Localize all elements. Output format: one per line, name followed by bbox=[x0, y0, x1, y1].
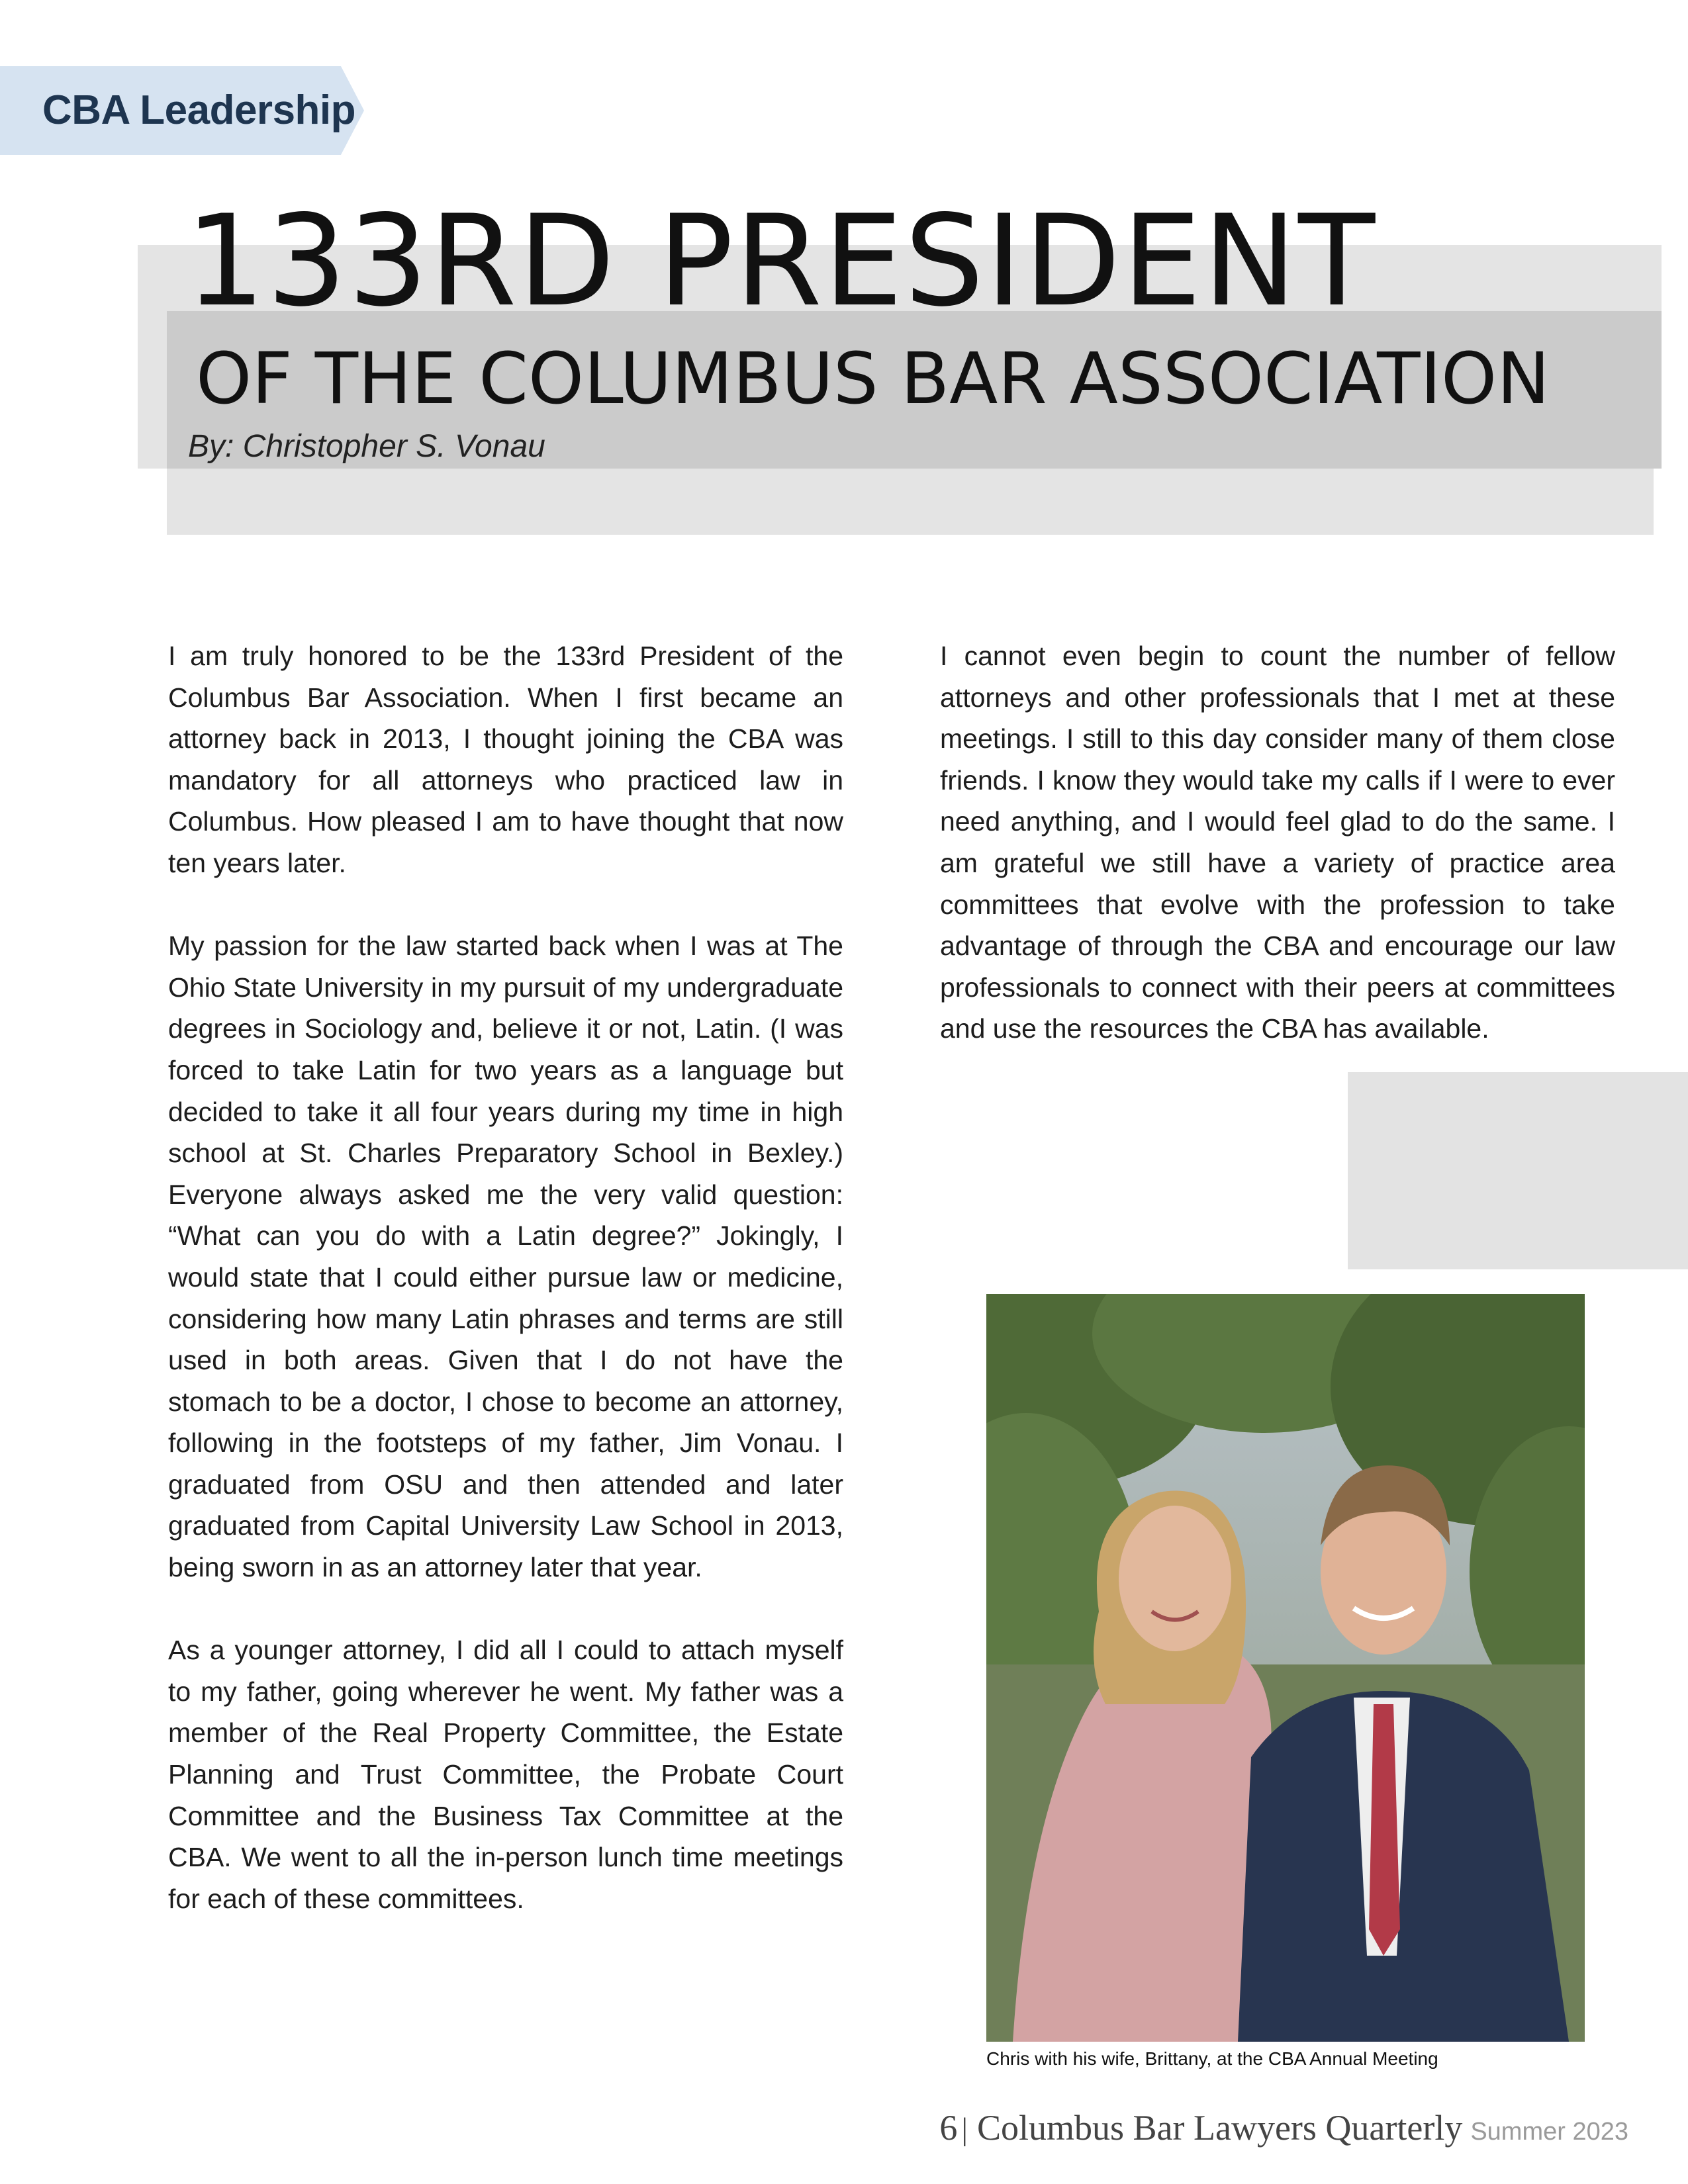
paragraph: As a younger attorney, I did all I could to attach myself to my father, going wherever he went. My father was a member of the Real Property Committee, the Estate Planning and Trust Committee, the Probate Court Committee and the Business Tax Committee at the CBA. We went to all the in-person lunch time meetings for each of these committees. bbox=[168, 1635, 843, 1914]
article-column-right bbox=[940, 635, 1615, 1091]
paragraph: I am truly honored to be the 133rd President of the Columbus Bar Association. When I first became an attorney back in 2013, I thought joining the CBA was mandatory for all attorneys who practiced law in Columbus. How pleased I am to have thought that now ten years later. bbox=[168, 641, 843, 878]
issue-label: Summer 2023 bbox=[1470, 2118, 1628, 2146]
paragraph: My passion for the law started back when I was at The Ohio State University in my pursuit of my undergraduate degrees in Sociology and, believe it or not, Latin. (I was forced to take Latin for two years as a language but decided to take it all four years during my time in high school at St. Charles Preparatory School in Bexley.) Everyone always asked me the very valid question: “What can you do with a Latin degree?” Jokingly, I would state that I could either pursue law or medicine, considering how many Latin phrases and terms are still used in both areas. Given that I do not have the stomach to be a doctor, I chose to become an attorney, following in the footsteps of my father, Jim Vonau. I graduated from OSU and then attended and later graduated from Capital University Law School in 2013, being sworn in as an attorney later that year. bbox=[168, 931, 843, 1583]
page-footer bbox=[939, 2105, 1628, 2151]
page-number: 6 bbox=[939, 2108, 958, 2148]
section-tag: CBA Leadership bbox=[42, 87, 356, 133]
couple-photo bbox=[986, 1294, 1585, 2042]
decorative-block bbox=[1348, 1072, 1688, 1269]
paragraph: I cannot even begin to count the number of fellow attorneys and other professionals that I met at these meetings. I still to this day consider many of them close friends. I know they would take my calls if I were to ever need anything, and I would feel glad to do the same. I am grateful we still have a variety of practice area committees that evolve with the profession to take advantage of through the CBA and encourage our law professionals to connect with their peers at committees and use the resources the CBA has available. bbox=[940, 641, 1615, 1044]
photo-caption: Chris with his wife, Brittany, at the CBA Annual Meeting bbox=[986, 2048, 1438, 2069]
article-subtitle: OF THE COLUMBUS BAR ASSOCIATION bbox=[196, 338, 1550, 420]
footer-separator: | bbox=[961, 2112, 968, 2147]
byline: By: Christopher S. Vonau bbox=[188, 429, 545, 464]
publication-name: Columbus Bar Lawyers Quarterly bbox=[977, 2108, 1463, 2148]
article-column-left bbox=[168, 635, 843, 1961]
article-title: 133RD PRESIDENT bbox=[185, 188, 1377, 334]
